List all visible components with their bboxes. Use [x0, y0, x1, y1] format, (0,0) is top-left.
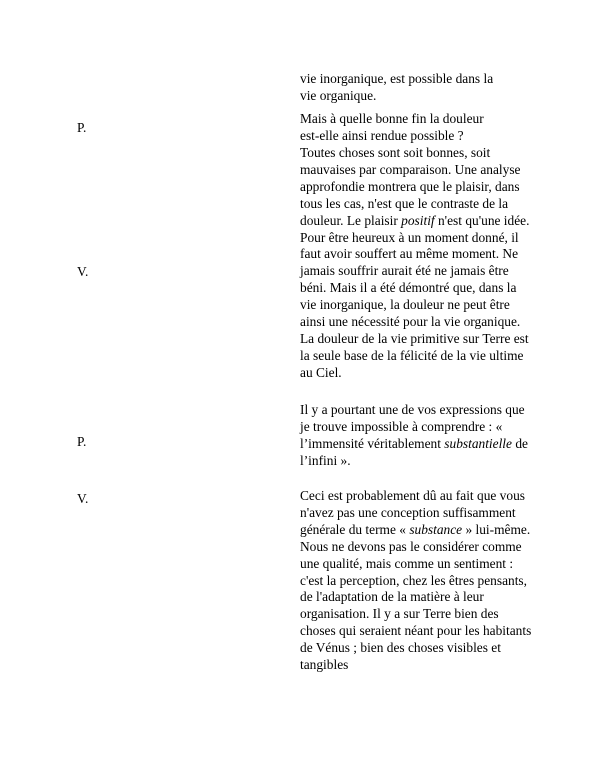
speaker-label-v: V. [77, 491, 89, 506]
text-segment: » lui-même. Nous ne devons pas le considérer comme une qualité, mais comme un sentiment : c'est la perception, chez les êtres pensants, de l'adaptation de la matière à leur organisation. Il y a sur Terre bien des choses qui seraient néant pour les habitants de Vénus ; bien des choses visibles et tangibles [300, 521, 532, 673]
speaker-label-v: V. [77, 264, 89, 279]
dialogue-text-2 [300, 145, 532, 382]
text-line: vie inorganique, est possible dans la [300, 71, 494, 86]
text-line: est-elle ainsi rendue possible ? [300, 127, 464, 143]
text-line: vie organique. [300, 87, 377, 103]
text-segment: Toutes choses sont soit bonnes, soit mauvaises par comparaison. Une analyse approfondie montrera que le plaisir, dans tous les cas, n'est que le contraste de la douleur. Le plaisir [300, 145, 521, 228]
text-segment: de l’infini ». [300, 435, 528, 468]
text-segment: Ceci est probablement dû au fait que vous n'avez pas une conception suffisamment générale du terme « [300, 488, 525, 537]
text-segment: Il y a pourtant une de vos expressions que je trouve impossible à comprendre : « l’immensité véritablement [300, 402, 525, 451]
dialogue-text-3 [300, 402, 532, 470]
text-line: Mais à quelle bonne fin la douleur [300, 111, 484, 126]
speaker-label-p: P. [77, 120, 87, 135]
text-segment: n'est qu'une idée. Pour être heureux à un moment donné, il faut avoir souffert au même moment. Ne jamais souffrir aurait été ne jamais être béni. Mais il a été démontré que, dans la vie inorganique, la douleur ne peut être ainsi une nécessité pour la vie organique. La douleur de la vie primitive sur Terre est la seule base de la félicité de la vie ultime au Ciel. [300, 212, 530, 380]
italic-word: positif [401, 212, 435, 228]
italic-word: substantielle [444, 435, 512, 451]
speaker-label-p: P. [77, 434, 87, 449]
dialogue-text-0 [300, 71, 532, 105]
dialogue-text-4 [300, 488, 532, 674]
italic-word: substance [409, 521, 463, 537]
dialogue-text-1 [300, 111, 532, 145]
